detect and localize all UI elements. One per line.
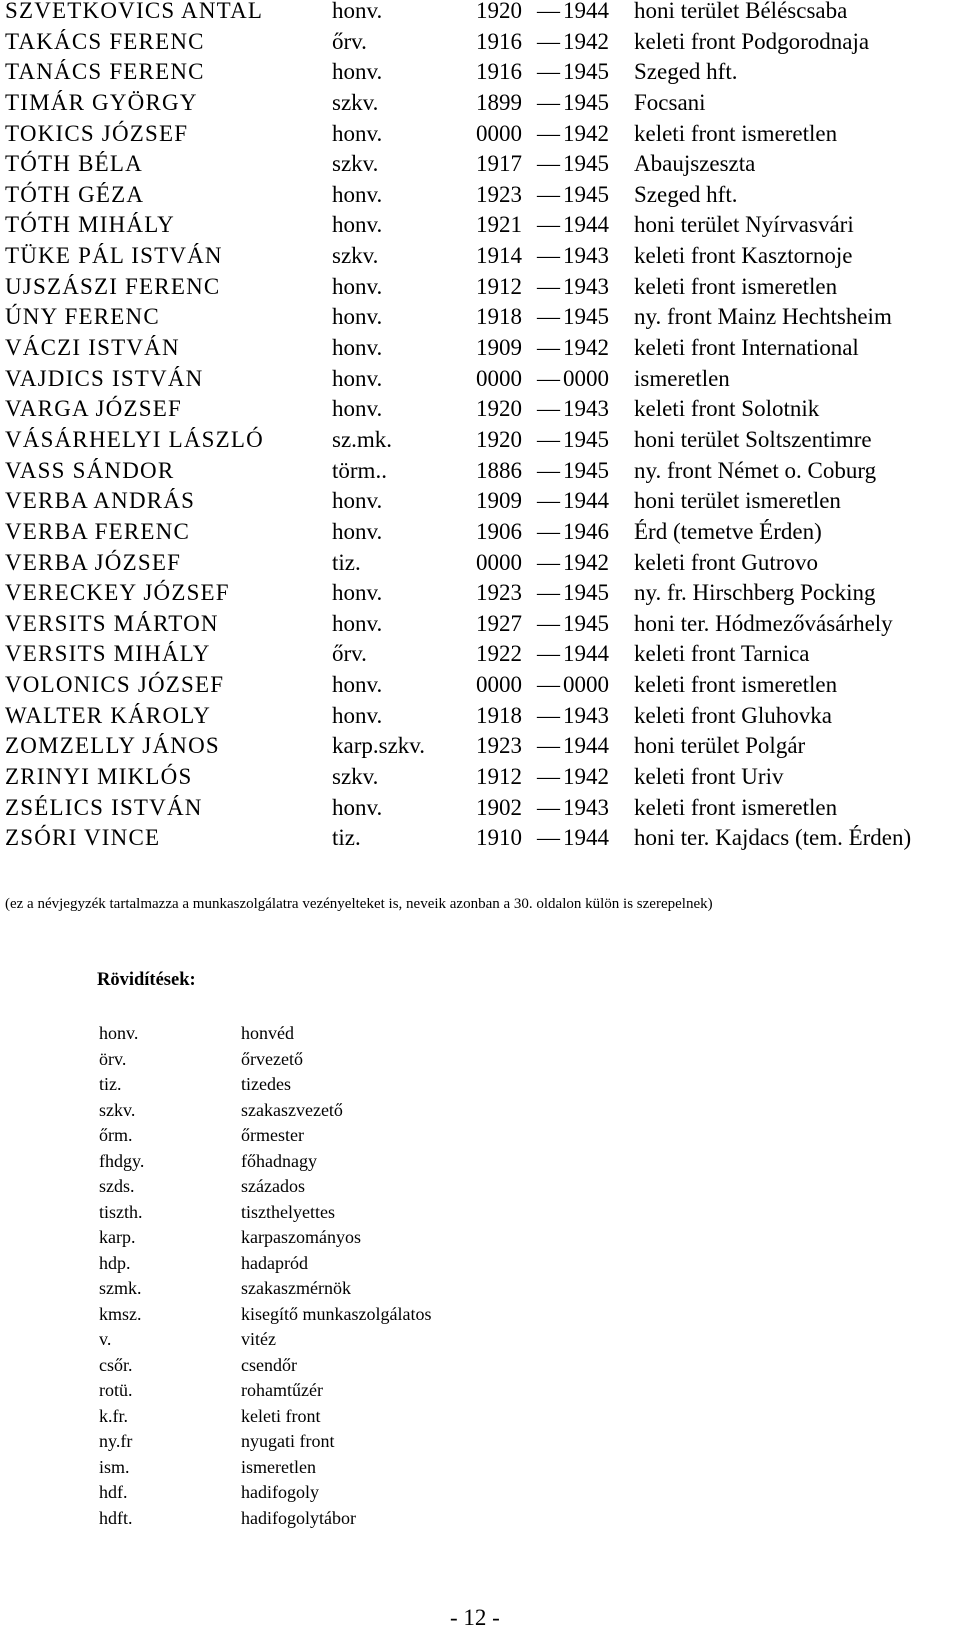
abbreviation-meaning: főhadnagy (241, 1150, 317, 1171)
death-place: Abaujszeszta (634, 151, 756, 177)
abbreviation-meaning: hadapród (241, 1252, 308, 1273)
birth-year: 1914 (476, 243, 522, 269)
death-year: 1942 (563, 28, 609, 54)
birth-year: 0000 (476, 549, 522, 575)
person-name: VERSITS MÁRTON (5, 610, 219, 636)
person-rank: őrv. (332, 28, 367, 54)
death-year: 1944 (563, 0, 609, 23)
death-place: keleti front Kasztornoje (634, 243, 853, 269)
birth-year: 0000 (476, 365, 522, 391)
person-rank: honv. (332, 794, 383, 820)
year-dash: — (537, 488, 560, 514)
person-name: VERECKEY JÓZSEF (5, 580, 230, 606)
person-rank: szkv. (332, 151, 379, 177)
abbreviation-row (99, 1098, 579, 1124)
year-dash: — (537, 794, 560, 820)
birth-year: 1923 (476, 733, 522, 759)
death-place: ny. front Mainz Hechtsheim (634, 304, 892, 330)
roster-row (0, 302, 960, 333)
person-name: TIMÁR GYÖRGY (5, 89, 198, 115)
abbreviation-short: szds. (99, 1176, 135, 1196)
abbreviation-row (99, 1378, 579, 1404)
abbreviations-list (99, 1021, 579, 1531)
person-name: TÓTH GÉZA (5, 181, 145, 207)
death-year: 1943 (563, 794, 609, 820)
year-dash: — (537, 580, 560, 606)
death-year: 1944 (563, 641, 609, 667)
death-place: Szeged hft. (634, 59, 738, 85)
person-name: VARGA JÓZSEF (5, 396, 182, 422)
birth-year: 1912 (476, 273, 522, 299)
year-dash: — (537, 426, 560, 452)
death-place: Szeged hft. (634, 181, 738, 207)
birth-year: 1899 (476, 89, 522, 115)
year-dash: — (537, 702, 560, 728)
death-year: 1943 (563, 273, 609, 299)
person-rank: honv. (332, 702, 383, 728)
person-rank: őrv. (332, 641, 367, 667)
death-place: honi terület Polgár (634, 733, 806, 759)
birth-year: 1886 (476, 457, 522, 483)
birth-year: 1918 (476, 702, 522, 728)
person-name: TOKICS JÓZSEF (5, 120, 189, 146)
abbreviation-meaning: tizedes (241, 1074, 291, 1094)
death-place: keleti front Gutrovo (634, 549, 818, 575)
death-place: honi ter. Kajdacs (tem. Érden) (634, 825, 912, 851)
abbreviation-row (99, 1276, 579, 1302)
year-dash: — (537, 365, 560, 391)
person-name: TÓTH MIHÁLY (5, 212, 175, 238)
year-dash: — (537, 518, 560, 544)
death-place: keleti front Gluhovka (634, 702, 833, 728)
death-year: 0000 (563, 672, 609, 698)
roster-row (0, 0, 960, 27)
death-place: Focsani (634, 89, 706, 115)
year-dash: — (537, 120, 560, 146)
person-name: ZRINYI MIKLÓS (5, 764, 193, 790)
abbreviation-short: tiszth. (99, 1201, 143, 1222)
death-year: 1942 (563, 549, 609, 575)
abbreviation-short: rotü. (99, 1380, 133, 1400)
roster-row (0, 27, 960, 58)
roster-row (0, 333, 960, 364)
year-dash: — (537, 457, 560, 483)
abbreviation-short: szkv. (99, 1099, 136, 1120)
person-name: VASS SÁNDOR (5, 457, 175, 483)
death-year: 1945 (563, 426, 609, 452)
death-place: Érd (temetve Érden) (634, 518, 822, 544)
year-dash: — (537, 273, 560, 299)
roster-row (0, 486, 960, 517)
abbreviation-row (99, 1429, 579, 1455)
person-name: VERBA FERENC (5, 518, 191, 544)
abbreviation-short: karp. (99, 1227, 136, 1247)
person-rank: tiz. (332, 825, 361, 851)
person-rank: szkv. (332, 243, 379, 269)
person-name: ZOMZELLY JÁNOS (5, 733, 220, 759)
abbreviation-short: hdft. (99, 1507, 133, 1528)
roster-row (0, 762, 960, 793)
person-name: VÁSÁRHELYI LÁSZLÓ (5, 426, 264, 452)
birth-year: 1917 (476, 151, 522, 177)
person-name: TAKÁCS FERENC (5, 28, 205, 54)
abbreviation-short: ism. (99, 1456, 130, 1477)
person-rank: honv. (332, 518, 383, 544)
year-dash: — (537, 181, 560, 207)
death-place: honi terület ismeretlen (634, 488, 841, 514)
roster-row (0, 456, 960, 487)
abbreviation-row (99, 1225, 579, 1251)
death-year: 1943 (563, 702, 609, 728)
person-name: VOLONICS JÓZSEF (5, 672, 225, 698)
death-place: keleti front Uriv (634, 764, 784, 790)
abbreviation-meaning: őrvezető (241, 1048, 303, 1069)
person-name: SZVETKOVICS ANTAL (5, 0, 264, 23)
roster-row (0, 241, 960, 272)
person-name: VERBA JÓZSEF (5, 549, 182, 575)
death-place: keleti front Podgorodnaja (634, 28, 870, 54)
birth-year: 1916 (476, 59, 522, 85)
death-year: 1944 (563, 212, 609, 238)
year-dash: — (537, 0, 560, 23)
roster-row (0, 670, 960, 701)
abbreviation-row (99, 1200, 579, 1226)
death-year: 1943 (563, 243, 609, 269)
abbreviation-short: honv. (99, 1023, 139, 1043)
abbreviation-row (99, 1353, 579, 1379)
year-dash: — (537, 610, 560, 636)
birth-year: 1922 (476, 641, 522, 667)
roster-row (0, 425, 960, 456)
abbreviation-meaning: rohamtűzér (241, 1380, 323, 1400)
person-rank: tiz. (332, 549, 361, 575)
person-rank: honv. (332, 212, 383, 238)
person-rank: honv. (332, 580, 383, 606)
person-rank: honv. (332, 488, 383, 514)
person-rank: honv. (332, 304, 383, 330)
death-place: honi terület Nyírvasvári (634, 212, 854, 238)
death-place: ismeretlen (634, 365, 730, 391)
roster-row (0, 180, 960, 211)
person-name: VERSITS MIHÁLY (5, 641, 211, 667)
person-name: VERBA ANDRÁS (5, 488, 196, 514)
abbreviation-short: hdf. (99, 1482, 128, 1502)
abbreviation-short: szmk. (99, 1278, 142, 1298)
birth-year: 1923 (476, 580, 522, 606)
death-place: ny. fr. Hirschberg Pocking (634, 580, 876, 606)
death-year: 1944 (563, 733, 609, 759)
year-dash: — (537, 396, 560, 422)
person-rank: honv. (332, 335, 383, 361)
abbreviation-short: fhdgy. (99, 1150, 145, 1171)
roster-row (0, 210, 960, 241)
abbreviation-short: őrm. (99, 1125, 133, 1145)
person-name: TÓTH BÉLA (5, 151, 143, 177)
roster-row (0, 149, 960, 180)
death-year: 1942 (563, 335, 609, 361)
person-rank: szkv. (332, 764, 379, 790)
person-name: ZSÉLICS ISTVÁN (5, 794, 203, 820)
roster-row (0, 119, 960, 150)
abbreviation-meaning: hadifogolytábor (241, 1507, 356, 1528)
person-name: TÜKE PÁL ISTVÁN (5, 243, 223, 269)
abbreviation-row (99, 1072, 579, 1098)
death-place: keleti front Tarnica (634, 641, 810, 667)
death-year: 1945 (563, 457, 609, 483)
birth-year: 1909 (476, 335, 522, 361)
roster-row (0, 57, 960, 88)
roster-row (0, 394, 960, 425)
abbreviation-row (99, 1302, 579, 1328)
birth-year: 0000 (476, 120, 522, 146)
abbreviation-short: k.fr. (99, 1405, 128, 1426)
birth-year: 1927 (476, 610, 522, 636)
year-dash: — (537, 733, 560, 759)
year-dash: — (537, 764, 560, 790)
year-dash: — (537, 89, 560, 115)
person-name: VÁCZI ISTVÁN (5, 335, 180, 361)
death-year: 1944 (563, 825, 609, 851)
death-year: 1945 (563, 304, 609, 330)
abbreviation-row (99, 1149, 579, 1175)
death-place: keleti front International (634, 335, 859, 361)
death-place: honi ter. Hódmezővásárhely (634, 610, 893, 636)
death-year: 1942 (563, 120, 609, 146)
death-year: 0000 (563, 365, 609, 391)
abbreviation-short: ny.fr (99, 1431, 133, 1451)
abbreviation-meaning: hadifogoly (241, 1482, 319, 1502)
birth-year: 1920 (476, 396, 522, 422)
abbreviation-short: kmsz. (99, 1303, 142, 1324)
birth-year: 1920 (476, 0, 522, 23)
year-dash: — (537, 243, 560, 269)
birth-year: 1909 (476, 488, 522, 514)
abbreviation-meaning: szakaszmérnök (241, 1278, 351, 1298)
death-place: keleti front ismeretlen (634, 794, 838, 820)
year-dash: — (537, 212, 560, 238)
abbreviation-meaning: csendőr (241, 1354, 297, 1375)
roster-row (0, 793, 960, 824)
abbreviation-row (99, 1251, 579, 1277)
person-rank: karp.szkv. (332, 733, 426, 759)
roster-row (0, 364, 960, 395)
death-place: ny. front Német o. Coburg (634, 457, 877, 483)
roster-note: (ez a névjegyzék tartalmazza a munkaszolgálatra vezényelteket is, neveik azonban a 30. oldalon külön is szerepelnek) (5, 896, 713, 912)
roster-row (0, 517, 960, 548)
roster-row (0, 578, 960, 609)
person-rank: honv. (332, 610, 383, 636)
roster-row (0, 609, 960, 640)
year-dash: — (537, 825, 560, 851)
abbreviation-meaning: karpaszományos (241, 1227, 361, 1247)
death-place: keleti front ismeretlen (634, 120, 838, 146)
abbreviation-short: hdp. (99, 1252, 131, 1273)
roster-row (0, 701, 960, 732)
abbreviation-meaning: keleti front (241, 1405, 321, 1426)
year-dash: — (537, 151, 560, 177)
person-rank: honv. (332, 273, 383, 299)
person-rank: honv. (332, 365, 383, 391)
person-rank: szkv. (332, 89, 379, 115)
person-name: ÚNY FERENC (5, 304, 160, 330)
death-place: keleti front ismeretlen (634, 273, 838, 299)
page-number: - 12 - (450, 1605, 500, 1630)
abbreviation-row (99, 1123, 579, 1149)
year-dash: — (537, 304, 560, 330)
death-year: 1945 (563, 59, 609, 85)
person-name: WALTER KÁROLY (5, 702, 212, 728)
person-rank: honv. (332, 672, 383, 698)
abbreviation-meaning: százados (241, 1176, 305, 1196)
abbreviation-meaning: kisegítő munkaszolgálatos (241, 1303, 432, 1324)
birth-year: 1921 (476, 212, 522, 238)
death-place: keleti front Solotnik (634, 396, 820, 422)
year-dash: — (537, 641, 560, 667)
abbreviations-title: Rövidítések: (97, 970, 196, 990)
death-year: 1945 (563, 151, 609, 177)
death-year: 1942 (563, 764, 609, 790)
birth-year: 1916 (476, 28, 522, 54)
year-dash: — (537, 672, 560, 698)
roster-row (0, 548, 960, 579)
abbreviation-row (99, 1506, 579, 1532)
roster-row (0, 731, 960, 762)
abbreviation-short: tiz. (99, 1074, 122, 1094)
abbreviation-row (99, 1021, 579, 1047)
abbreviation-row (99, 1404, 579, 1430)
person-rank: honv. (332, 181, 383, 207)
abbreviation-meaning: szakaszvezető (241, 1099, 343, 1120)
roster-row (0, 272, 960, 303)
abbreviation-meaning: tiszthelyettes (241, 1201, 335, 1222)
death-year: 1945 (563, 610, 609, 636)
year-dash: — (537, 549, 560, 575)
abbreviation-row (99, 1047, 579, 1073)
abbreviation-meaning: vitéz (241, 1329, 276, 1349)
year-dash: — (537, 59, 560, 85)
death-year: 1943 (563, 396, 609, 422)
birth-year: 0000 (476, 672, 522, 698)
death-year: 1946 (563, 518, 609, 544)
birth-year: 1902 (476, 794, 522, 820)
birth-year: 1910 (476, 825, 522, 851)
birth-year: 1906 (476, 518, 522, 544)
birth-year: 1912 (476, 764, 522, 790)
death-place: keleti front ismeretlen (634, 672, 838, 698)
abbreviation-row (99, 1174, 579, 1200)
birth-year: 1923 (476, 181, 522, 207)
person-name: UJSZÁSZI FERENC (5, 273, 221, 299)
year-dash: — (537, 28, 560, 54)
abbreviation-meaning: őrmester (241, 1125, 304, 1145)
person-rank: törm.. (332, 457, 387, 483)
death-place: honi terület Béléscsaba (634, 0, 848, 23)
year-dash: — (537, 335, 560, 361)
birth-year: 1920 (476, 426, 522, 452)
death-year: 1945 (563, 580, 609, 606)
person-rank: sz.mk. (332, 426, 393, 452)
death-place: honi terület Soltszentimre (634, 426, 872, 452)
abbreviation-row (99, 1455, 579, 1481)
death-year: 1945 (563, 181, 609, 207)
roster-row (0, 639, 960, 670)
abbreviation-meaning: honvéd (241, 1023, 294, 1043)
person-name: VAJDICS ISTVÁN (5, 365, 204, 391)
abbreviation-row (99, 1480, 579, 1506)
person-rank: honv. (332, 59, 383, 85)
abbreviation-meaning: nyugati front (241, 1431, 335, 1451)
abbreviation-row (99, 1327, 579, 1353)
birth-year: 1918 (476, 304, 522, 330)
abbreviation-short: csőr. (99, 1354, 133, 1375)
abbreviation-meaning: ismeretlen (241, 1456, 316, 1477)
roster-row (0, 88, 960, 119)
person-name: TANÁCS FERENC (5, 59, 205, 85)
person-rank: honv. (332, 396, 383, 422)
roster-row (0, 823, 960, 854)
person-rank: honv. (332, 120, 383, 146)
person-name: ZSÓRI VINCE (5, 825, 161, 851)
abbreviation-short: v. (99, 1329, 112, 1349)
death-year: 1945 (563, 89, 609, 115)
death-year: 1944 (563, 488, 609, 514)
person-rank: honv. (332, 0, 383, 23)
abbreviation-short: örv. (99, 1048, 127, 1069)
